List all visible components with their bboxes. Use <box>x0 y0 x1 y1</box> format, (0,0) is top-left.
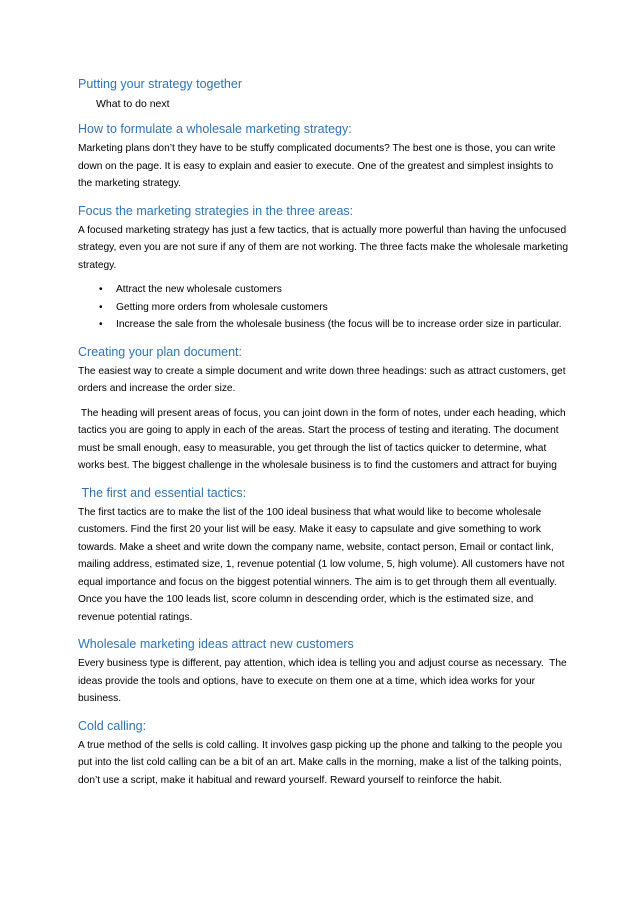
section-paragraph: Marketing plans don’t they have to be stuffy complicated documents? The best one is those, you can write down on the page. It is easy to explain and easier to execute. One of the greatest and simplest insights to the marketing strategy. <box>78 143 556 189</box>
section-paragraph: A focused marketing strategy has just a few tactics, that is actually more powerful than having the unfocused strategy, even you are not sure if any of them are not working. The three facts make the wholesale marketing strategy. <box>78 224 569 271</box>
list-item: • Getting more orders from wholesale customers <box>116 299 568 317</box>
section-paragraph: Every business type is different, pay attention, which idea is telling you and adjust course as necessary. The ideas provide the tools and options, have to execute on them one at a time, which idea works for your business. <box>78 658 570 704</box>
section-paragraph: The heading will present areas of focus, you can joint down in the form of notes, under each heading, which tactics you are going to apply in each of the areas. Start the process of testing and iterating. The document must be small enough, easy to measurable, you get through the list of tactics quicker to determine, what works best. The biggest challenge in the wholesale business is to find the customers and attract for buying <box>78 407 569 471</box>
bullet-icon: • <box>99 319 103 330</box>
bullet-icon: • <box>99 301 103 313</box>
section-heading-first-tactics: The first and essential tactics: <box>78 485 247 500</box>
document-page <box>78 76 568 796</box>
bullet-list <box>78 281 568 334</box>
bullet-icon: • <box>99 284 103 295</box>
section-heading-plan-document: Creating your plan document: <box>78 344 242 359</box>
section-paragraph: The easiest way to create a simple document and write down three headings: such as attract customers, get orders and increase the order size. <box>78 365 566 394</box>
list-item: • Attract the new wholesale customers <box>116 281 568 299</box>
list-item: • Increase the sale from the wholesale business (the focus will be to increase order size in particular. <box>116 316 568 334</box>
section-paragraph: A true method of the sells is cold calling. It involves gasp picking up the phone and talking to the people you put into the list cold calling can be a bit of an art. Make calls in the morning, make a list of the talking points, don’t use a script, make it habitual and reward yourself. Reward yourself to reinforce the habit. <box>78 739 563 786</box>
section-heading-formulate: How to formulate a wholesale marketing strategy: <box>78 122 352 136</box>
section-heading-cold-calling: Cold calling: <box>78 718 147 733</box>
section-paragraph: The first tactics are to make the list of the 100 ideal business that what would like to become wholesale customers. Find the first 20 your list will be easy. Make it easy to capsulate and give something to work towards. Make a sheet and write down the company name, website, contact person, Email or contact link, mailing address, estimated size, 1, revenue potential (1 low volume, 5, high volume). All customers have not equal importance and focus on the biggest potential winners. The aim is to get through them all eventually. Once you have the 100 leads list, score column in descending order, which is the estimated size, and revenue potential ratings. <box>78 506 565 623</box>
document-title: Putting your strategy together <box>78 77 242 91</box>
section-heading-focus: Focus the marketing strategies in the three areas: <box>78 203 354 218</box>
section-heading-marketing-ideas: Wholesale marketing ideas attract new customers <box>78 637 354 651</box>
document-subtitle: What to do next <box>96 98 170 110</box>
